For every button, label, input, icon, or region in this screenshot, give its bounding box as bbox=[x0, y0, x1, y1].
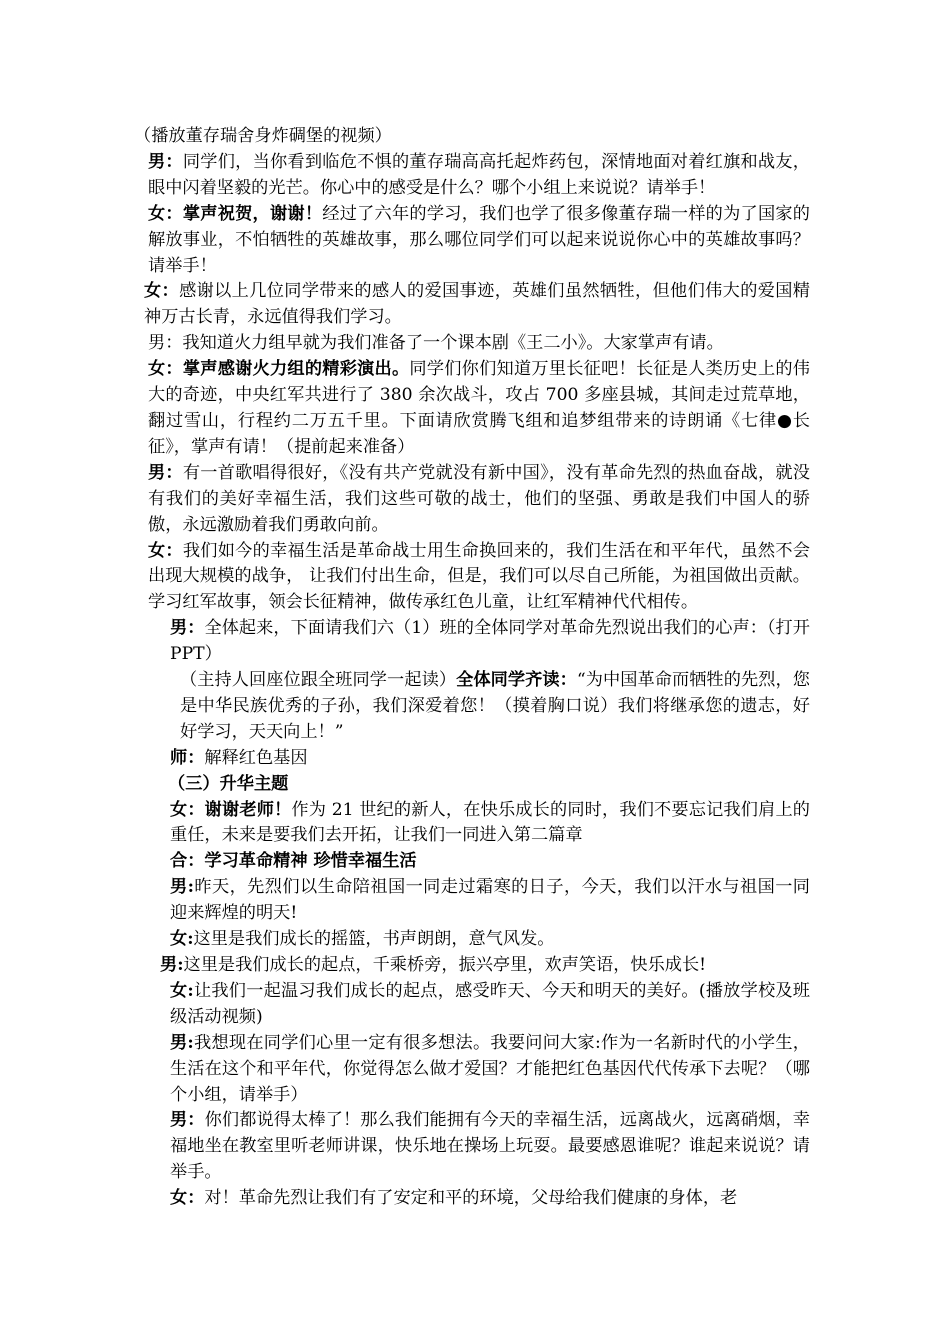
paragraph: 男:这里是我们成长的起点，千乘桥旁，振兴亭里，欢声笑语，快乐成长! bbox=[160, 955, 707, 975]
paragraph: 男：同学们，当你看到临危不惧的董存瑞高高托起炸药包，深情地面对着红旗和战友，眼中闪着坚毅的光芒。你心中的感受是什么？哪个小组上来说说？请举手！ bbox=[148, 151, 810, 198]
paragraph: 女:让我们一起温习我们成长的起点，感受昨天、今天和明天的美好。(播放学校及班级活动视频) bbox=[170, 980, 810, 1027]
paragraph: 女：掌声感谢火力组的精彩演出。同学们你们知道万里长征吧！长征是人类历史上的伟大的奇迹，中央红军共进行了 380 余次战斗，攻占 700 多座县城，其间走过荒草地，翻过雪山，行程约二万五千里。下面请欣赏腾飞组和追梦组带来的诗朗诵《七律●长征》，掌声有请！（提前起来准备） bbox=[148, 359, 810, 457]
script-text bbox=[134, 124, 810, 1212]
paragraph: 师：解释红色基因 bbox=[170, 747, 308, 768]
paragraph: （主持人回座位跟全班同学一起读）全体同学齐读：“为中国革命而牺牲的先烈，您是中华民族优秀的子孙，我们深爱着您！（摸着胸口说）我们将继承您的遗志，好好学习，天天向上！” bbox=[180, 670, 810, 742]
paragraph: 男：全体起来，下面请我们六（1）班的全体同学对革命先烈说出我们的心声：（打开 PPT） bbox=[170, 618, 810, 665]
paragraph: 女：感谢以上几位同学带来的感人的爱国事迹，英雄们虽然牺牲，但他们伟大的爱国精神万古长青，永远值得我们学习。 bbox=[144, 281, 810, 328]
paragraph: 男：你们都说得太棒了！那么我们能拥有今天的幸福生活，远离战火，远离硝烟，幸福地坐在教室里听老师讲课，快乐地在操场上玩耍。最要感恩谁呢？谁起来说说？请举手。 bbox=[170, 1110, 810, 1183]
paragraph: （播放董存瑞舍身炸碉堡的视频） bbox=[134, 126, 392, 146]
paragraph: 女:这里是我们成长的摇篮，书声朗朗，意气风发。 bbox=[170, 929, 555, 950]
paragraph: 女：对！革命先烈让我们有了安定和平的环境，父母给我们健康的身体，老 bbox=[170, 1188, 738, 1209]
paragraph: 男：有一首歌唱得很好，《没有共产党就没有新中国》，没有革命先烈的热血奋战，就没有我们的美好幸福生活，我们这些可敬的战士，他们的坚强、勇敢是我们中国人的骄傲，永远激励着我们勇敢向前。 bbox=[148, 462, 810, 535]
chapter-heading: 合：学习革命精神 珍惜幸福生活 bbox=[170, 851, 417, 872]
paragraph: 女：掌声祝贺，谢谢！经过了六年的学习，我们也学了很多像董存瑞一样的为了国家的解放事业，不怕牺牲的英雄故事，那么哪位同学们可以起来说说你心中的英雄故事吗？请举手！ bbox=[148, 203, 810, 276]
paragraph: 男:昨天，先烈们以生命陪祖国一同走过霜寒的日子，今天，我们以汗水与祖国一同迎来辉煌的明天! bbox=[170, 877, 810, 924]
paragraph: 男：我知道火力组早就为我们准备了一个课本剧《王二小》。大家掌声有请。 bbox=[148, 333, 724, 354]
paragraph: 女：谢谢老师！作为 21 世纪的新人，在快乐成长的同时，我们不要忘记我们肩上的重任，未来是要我们去开拓，让我们一同进入第二篇章 bbox=[170, 799, 810, 846]
section-heading: （三）升华主题 bbox=[168, 773, 289, 794]
paragraph: 男:我想现在同学们心里一定有很多想法。我要问问大家:作为一名新时代的小学生，生活在这个和平年代，你觉得怎么做才爱国？才能把红色基因代代传承下去呢？（哪个小组，请举手） bbox=[170, 1032, 810, 1105]
paragraph: 女：我们如今的幸福生活是革命战士用生命换回来的，我们生活在和平年代，虽然不会出现大规模的战争， 让我们付出生命，但是，我们可以尽自己所能，为祖国做出贡献。学习红军故事，领会长征精神，做传承红色儿童，让红军精神代代相传。 bbox=[148, 540, 810, 613]
